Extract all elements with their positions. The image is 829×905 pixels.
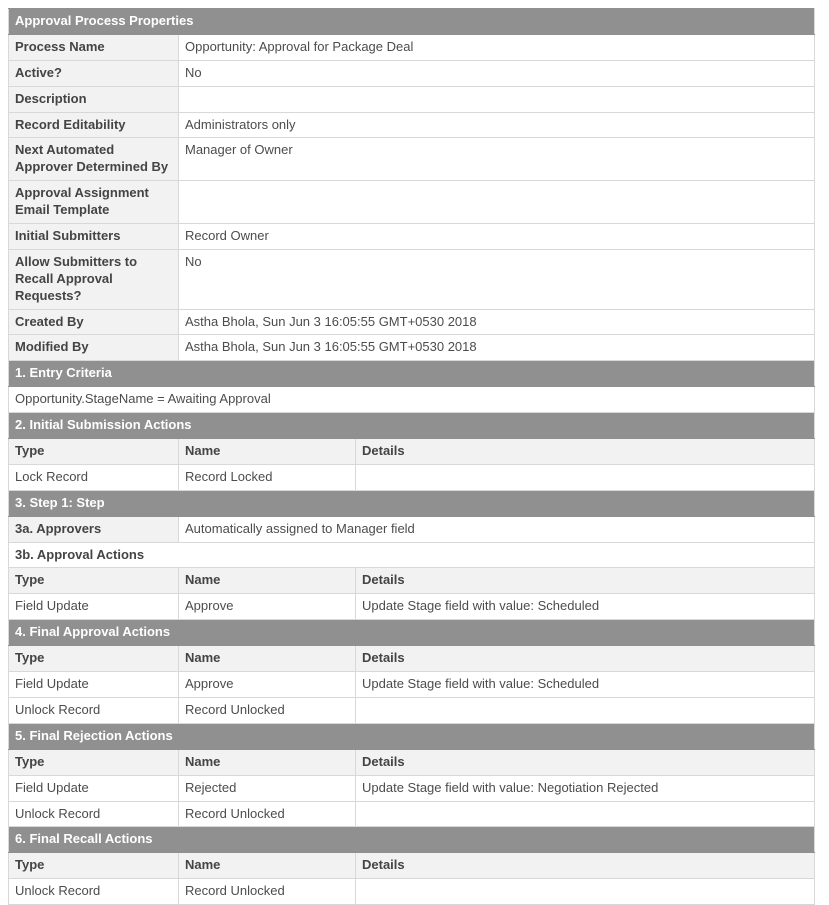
cell-type: Unlock Record xyxy=(9,879,179,905)
cell-name: Approve xyxy=(179,594,356,620)
cell-name: Record Locked xyxy=(179,464,356,490)
property-label-assignment-email-template: Approval Assignment Email Template xyxy=(9,181,179,224)
section-header-final-recall: 6. Final Recall Actions xyxy=(9,827,815,853)
column-header-type: Type xyxy=(9,853,179,879)
table-row xyxy=(9,697,815,723)
property-value-next-automated-approver: Manager of Owner xyxy=(179,138,815,181)
property-label-created-by: Created By xyxy=(9,309,179,335)
cell-details xyxy=(356,697,815,723)
table-row xyxy=(9,672,815,698)
cell-details: Update Stage field with value: Scheduled xyxy=(356,594,815,620)
cell-type: Field Update xyxy=(9,594,179,620)
section-header-final-rejection: 5. Final Rejection Actions xyxy=(9,723,815,749)
table-row xyxy=(9,775,815,801)
column-header-name: Name xyxy=(179,646,356,672)
property-label-allow-recall: Allow Submitters to Recall Approval Requests? xyxy=(9,249,179,309)
property-label-record-editability: Record Editability xyxy=(9,112,179,138)
property-value-active: No xyxy=(179,60,815,86)
table-row xyxy=(9,801,815,827)
property-value-record-editability: Administrators only xyxy=(179,112,815,138)
property-label-next-automated-approver: Next Automated Approver Determined By xyxy=(9,138,179,181)
column-header-name: Name xyxy=(179,439,356,465)
step1-approvers-label: 3a. Approvers xyxy=(9,516,179,542)
cell-name: Record Unlocked xyxy=(179,801,356,827)
property-label-description: Description xyxy=(9,86,179,112)
property-value-process-name: Opportunity: Approval for Package Deal xyxy=(179,34,815,60)
cell-type: Lock Record xyxy=(9,464,179,490)
column-header-type: Type xyxy=(9,749,179,775)
column-header-name: Name xyxy=(179,853,356,879)
step1-approvers-value: Automatically assigned to Manager field xyxy=(179,516,815,542)
section-header-properties: Approval Process Properties xyxy=(9,9,815,35)
table-row xyxy=(9,879,815,905)
cell-type: Unlock Record xyxy=(9,801,179,827)
cell-details: Update Stage field with value: Scheduled xyxy=(356,672,815,698)
cell-type: Unlock Record xyxy=(9,697,179,723)
section-header-final-approval: 4. Final Approval Actions xyxy=(9,620,815,646)
property-label-active: Active? xyxy=(9,60,179,86)
cell-type: Field Update xyxy=(9,775,179,801)
section-header-initial-submission: 2. Initial Submission Actions xyxy=(9,413,815,439)
property-label-process-name: Process Name xyxy=(9,34,179,60)
column-header-details: Details xyxy=(356,749,815,775)
cell-type: Field Update xyxy=(9,672,179,698)
property-label-modified-by: Modified By xyxy=(9,335,179,361)
property-value-description xyxy=(179,86,815,112)
cell-details: Update Stage field with value: Negotiation Rejected xyxy=(356,775,815,801)
column-header-name: Name xyxy=(179,749,356,775)
column-header-type: Type xyxy=(9,439,179,465)
cell-details xyxy=(356,801,815,827)
property-value-modified-by: Astha Bhola, Sun Jun 3 16:05:55 GMT+0530 2018 xyxy=(179,335,815,361)
cell-details xyxy=(356,879,815,905)
section-header-step1: 3. Step 1: Step xyxy=(9,490,815,516)
approval-process-table xyxy=(8,8,815,905)
entry-criteria-value: Opportunity.StageName = Awaiting Approval xyxy=(9,387,815,413)
column-header-details: Details xyxy=(356,439,815,465)
section-header-entry-criteria: 1. Entry Criteria xyxy=(9,361,815,387)
column-header-type: Type xyxy=(9,568,179,594)
table-row xyxy=(9,464,815,490)
column-header-details: Details xyxy=(356,568,815,594)
cell-name: Rejected xyxy=(179,775,356,801)
property-value-initial-submitters: Record Owner xyxy=(179,224,815,250)
cell-name: Record Unlocked xyxy=(179,697,356,723)
property-value-created-by: Astha Bhola, Sun Jun 3 16:05:55 GMT+0530 2018 xyxy=(179,309,815,335)
property-label-initial-submitters: Initial Submitters xyxy=(9,224,179,250)
step1-approval-actions-heading: 3b. Approval Actions xyxy=(9,542,815,568)
table-row xyxy=(9,594,815,620)
property-value-assignment-email-template xyxy=(179,181,815,224)
column-header-type: Type xyxy=(9,646,179,672)
cell-name: Approve xyxy=(179,672,356,698)
cell-details xyxy=(356,464,815,490)
cell-name: Record Unlocked xyxy=(179,879,356,905)
property-value-allow-recall: No xyxy=(179,249,815,309)
column-header-details: Details xyxy=(356,853,815,879)
column-header-name: Name xyxy=(179,568,356,594)
column-header-details: Details xyxy=(356,646,815,672)
